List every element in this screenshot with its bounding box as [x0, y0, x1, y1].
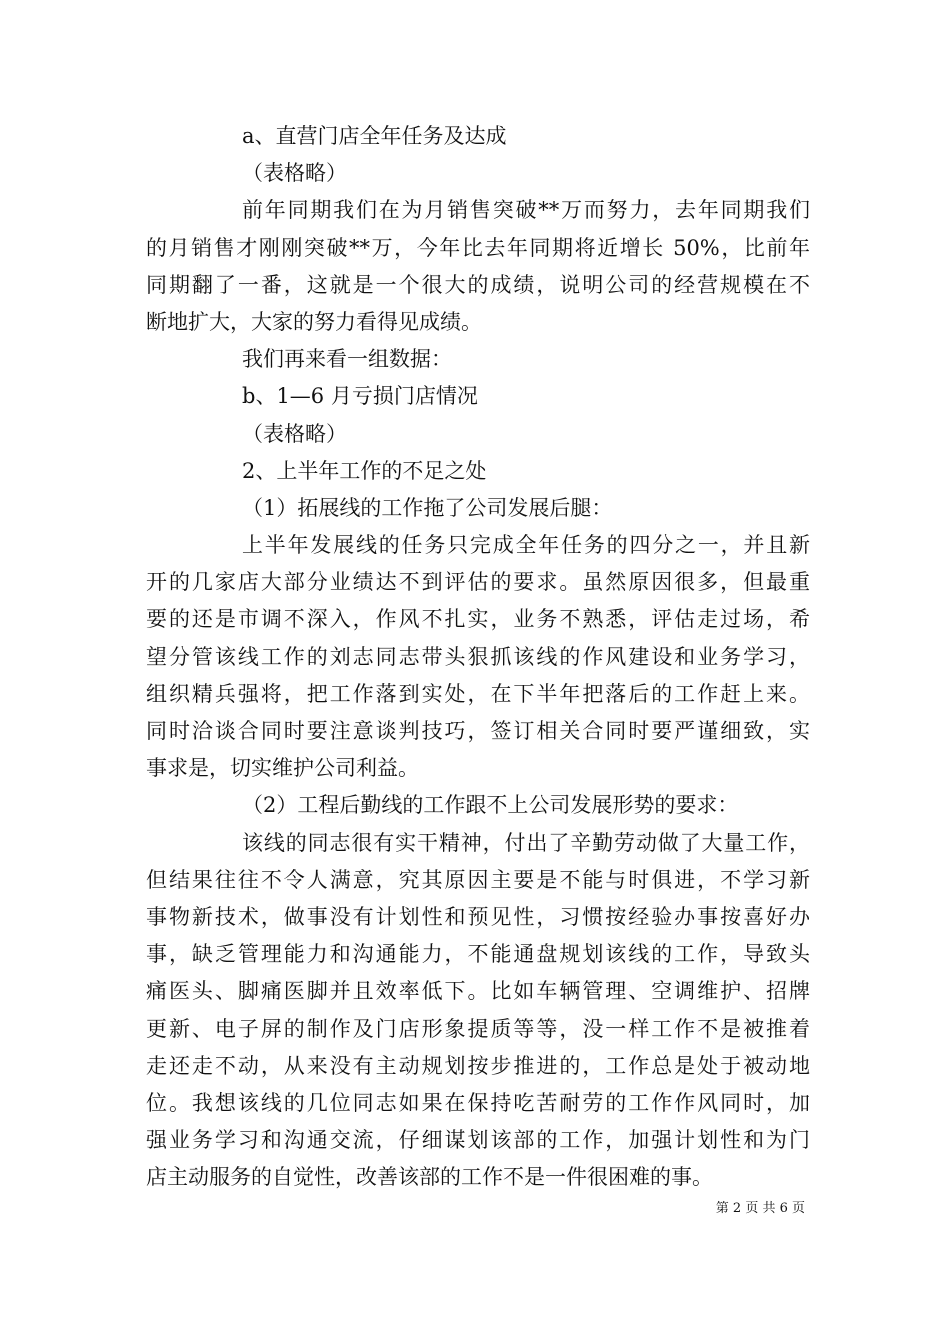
line-text: 前年同期我们在为月销售突破**万而努力，去年同期我们: [242, 198, 810, 223]
line-text: （2）工程后勤线的工作跟不上公司发展形势的要求：: [242, 793, 739, 818]
line-text: 要的还是市调不深入，作风不扎实，业务不熟悉，评估走过场，希: [146, 607, 810, 632]
line-text: 同期翻了一番，这就是一个很大的成绩，说明公司的经营规模在不: [146, 272, 810, 297]
text-line: [146, 304, 810, 341]
line-text: 位。我想该线的几位同志如果在保持吃苦耐劳的工作作风同时，加: [146, 1090, 810, 1115]
line-text: a、直营门店全年任务及达成: [242, 124, 507, 148]
line-text: 同时洽谈合同时要注意谈判技巧，签订相关合同时要严谨细致，实: [146, 719, 810, 743]
text-line: [146, 490, 810, 527]
line-text: 店主动服务的自觉性，改善该部的工作不是一件很困难的事。: [146, 1165, 713, 1190]
text-line: [146, 1085, 810, 1122]
line-text: 事，缺乏管理能力和沟通能力，不能通盘规划该线的工作，导致头: [146, 942, 810, 967]
text-line: [146, 676, 810, 713]
document-body: [146, 118, 810, 1196]
line-text: 组织精兵强将，把工作落到实处，在下半年把落后的工作赶上来。: [146, 681, 810, 706]
line-text: 事物新技术，做事没有计划性和预见性，习惯按经验办事按喜好办: [146, 904, 810, 929]
text-line: [146, 192, 810, 229]
text-line: [146, 1122, 810, 1159]
text-line: [146, 862, 810, 899]
line-text: 断地扩大，大家的努力看得见成绩。: [146, 309, 482, 334]
text-line: [146, 527, 810, 564]
line-text: 我们再来看一组数据：: [242, 347, 452, 372]
line-text: 走还走不动，从来没有主动规划按步推进的，工作总是处于被动地: [146, 1053, 810, 1078]
line-text: 强业务学习和沟通交流，仔细谋划该部的工作，加强计划性和为门: [146, 1128, 810, 1153]
line-text: 的月销售才刚刚突破**万，今年比去年同期将近增长 50%，比前年: [146, 235, 810, 260]
line-text: 痛医头、脚痛医脚并且效率低下。比如车辆管理、空调维护、招牌: [146, 979, 810, 1004]
text-line: [146, 639, 810, 676]
text-line: [146, 564, 810, 601]
text-line: [146, 1048, 810, 1085]
line-text: 该线的同志很有实干精神，付出了辛勤劳动做了大量工作，: [242, 830, 810, 855]
text-line: [146, 341, 810, 378]
text-line: [146, 973, 810, 1010]
text-line: [146, 750, 810, 787]
line-text: b、1—6 月亏损门店情况: [242, 384, 478, 409]
text-line: [146, 601, 810, 638]
line-text: 2、上半年工作的不足之处: [242, 458, 487, 483]
page-footer: 第 2 页 共 6 页: [715, 1201, 805, 1216]
line-text: 开的几家店大部分业绩达不到评估的要求。虽然原因很多，但最重: [146, 570, 810, 595]
line-text: 但结果往往不令人满意，究其原因主要是不能与时俱进，不学习新: [146, 867, 810, 892]
text-line: [146, 713, 810, 750]
text-line: [146, 378, 810, 415]
text-line: [146, 825, 810, 862]
line-text: 事求是，切实维护公司利益。: [146, 756, 419, 781]
text-line: [146, 267, 810, 304]
text-line: [146, 230, 810, 267]
text-line: [146, 1159, 810, 1196]
text-line: [146, 899, 810, 936]
line-text: 更新、电子屏的制作及门店形象提质等等，没一样工作不是被推着: [146, 1016, 810, 1041]
line-text: （1）拓展线的工作拖了公司发展后腿：: [242, 495, 613, 520]
text-line: [146, 118, 810, 155]
text-line: [146, 453, 810, 490]
text-line: [146, 936, 810, 973]
text-line: [146, 416, 810, 453]
line-text: 望分管该线工作的刘志同志带头狠抓该线的作风建设和业务学习，: [146, 644, 810, 669]
line-text: （表格略）: [242, 421, 347, 446]
text-line: [146, 1011, 810, 1048]
line-text: 上半年发展线的任务只完成全年任务的四分之一，并且新: [242, 533, 810, 558]
text-line: [146, 155, 810, 192]
line-text: （表格略）: [242, 161, 347, 186]
text-line: [146, 787, 810, 824]
